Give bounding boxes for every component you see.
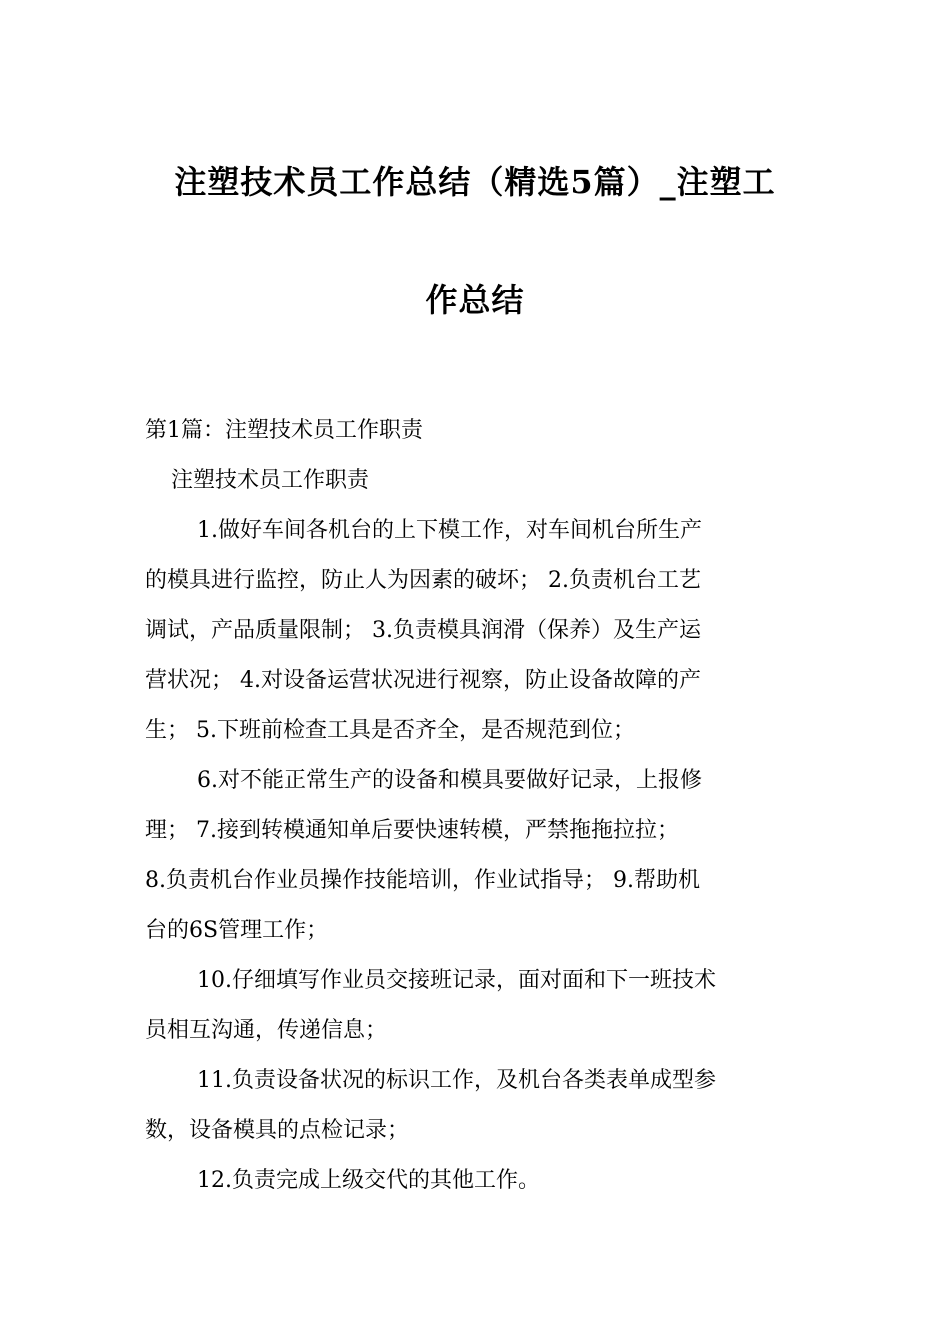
sub-heading: 注塑技术员工作职责 (171, 468, 370, 493)
body-line: 10.仔细填写作业员交接班记录，面对面和下一班技术 (197, 968, 716, 993)
body-line: 台的6S管理工作； (145, 918, 329, 943)
body-line: 营状况； 4.对设备运营状况进行视察，防止设备故障的产 (145, 668, 701, 693)
body-line: 1.做好车间各机台的上下模工作，对车间机台所生产 (197, 518, 702, 543)
section-heading: 第1篇：注塑技术员工作职责 (145, 418, 423, 443)
body-line: 生； 5.下班前检查工具是否齐全，是否规范到位； (145, 718, 635, 743)
body-line: 11.负责设备状况的标识工作，及机台各类表单成型参 (197, 1068, 716, 1093)
body-line: 调试，产品质量限制； 3.负责模具润滑（保养）及生产运 (145, 618, 701, 643)
document-body (145, 406, 810, 1206)
document-title-line2: 作总结 (425, 281, 525, 319)
body-line: 理； 7.接到转模通知单后要快速转模，严禁拖拖拉拉； (145, 818, 679, 843)
body-line: 8.负责机台作业员操作技能培训，作业试指导； 9.帮助机 (145, 868, 700, 893)
document-title-line1: 注塑技术员工作总结（精选5篇）_注塑工 (174, 163, 776, 201)
body-line: 员相互沟通，传递信息； (145, 1018, 388, 1043)
body-line: 的模具进行监控，防止人为因素的破坏； 2.负责机台工艺 (145, 568, 701, 593)
body-line: 12.负责完成上级交代的其他工作。 (197, 1168, 540, 1193)
body-line: 数，设备模具的点检记录； (145, 1118, 410, 1143)
body-line: 6.对不能正常生产的设备和模具要做好记录，上报修 (197, 768, 702, 793)
